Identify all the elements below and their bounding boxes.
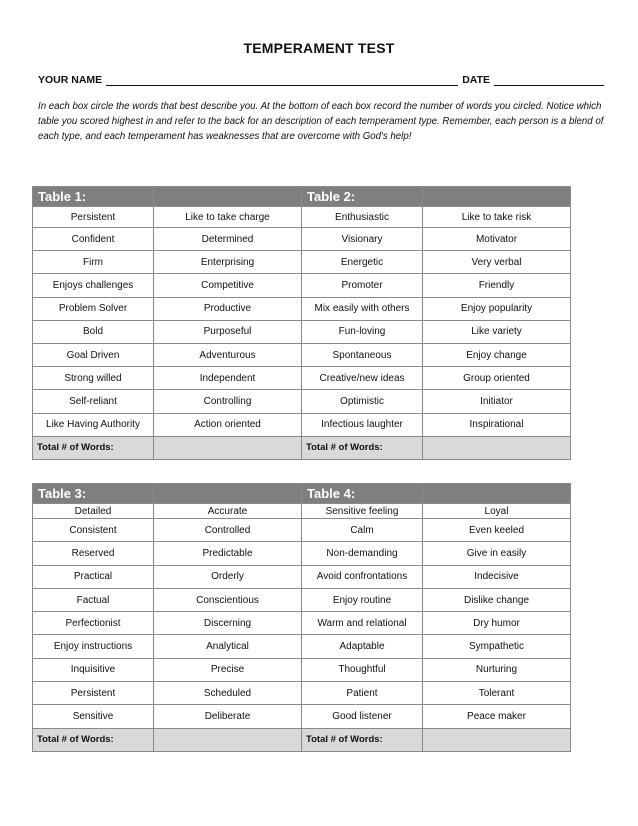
word-cell[interactable]: Analytical [154,635,302,658]
word-cell[interactable]: Enjoy routine [302,588,423,611]
table-row [302,367,571,390]
table-row [302,320,571,343]
table-row [302,274,571,297]
date-label: DATE [462,74,490,86]
word-cell[interactable]: Accurate [154,504,302,519]
table-row [33,343,302,366]
word-cell[interactable]: Promoter [302,274,423,297]
word-cell[interactable]: Non-demanding [302,542,423,565]
total-row [302,728,571,751]
instructions: In each box circle the words that best describe you. At the bottom of each box record the number of words you circled. Notice which table you scored highest in and refer to the back for an description of each temperament type. Remember, each person is a blend of each type, and each temperament has weaknesses that are overcome with God's help! [38,101,604,142]
word-cell[interactable]: Firm [33,251,154,274]
table-row [302,251,571,274]
word-cell[interactable]: Like to take charge [154,207,302,228]
word-cell[interactable]: Bold [33,320,154,343]
word-cell[interactable]: Competitive [154,274,302,297]
word-cell[interactable]: Nurturing [423,658,571,681]
table-row [33,612,302,635]
word-cell[interactable]: Perfectionist [33,612,154,635]
table-row [302,504,571,519]
table-row [302,519,571,542]
word-cell[interactable]: Goal Driven [33,343,154,366]
table-row [302,228,571,251]
word-cell[interactable]: Friendly [423,274,571,297]
name-date-line [38,74,604,86]
table-row [33,635,302,658]
table-row [302,542,571,565]
word-cell[interactable]: Adaptable [302,635,423,658]
word-cell[interactable]: Loyal [423,504,571,519]
word-cell[interactable]: Confident [33,228,154,251]
table-row [33,367,302,390]
total-label: Total # of Words: [33,728,154,751]
table-row [33,320,302,343]
table-row [302,390,571,413]
table-header [302,484,571,504]
word-cell[interactable]: Infectious laughter [302,413,423,436]
total-count-field[interactable] [154,728,302,751]
word-cell[interactable]: Controlling [154,390,302,413]
table-title: Table 2: [302,187,423,207]
word-cell[interactable]: Reserved [33,542,154,565]
table-row [302,413,571,436]
word-cell[interactable]: Precise [154,658,302,681]
table-row [33,588,302,611]
table-row [302,658,571,681]
table-row [302,297,571,320]
table-title: Table 3: [33,484,154,504]
table-row [33,251,302,274]
table-row [302,343,571,366]
table-header [302,187,571,207]
table-row [33,682,302,705]
word-cell[interactable]: Self-reliant [33,390,154,413]
total-row [302,436,571,459]
word-cell[interactable]: Like Having Authority [33,413,154,436]
table-row [33,542,302,565]
word-cell[interactable]: Purposeful [154,320,302,343]
table-row [33,228,302,251]
word-cell[interactable]: Factual [33,588,154,611]
word-cell[interactable]: Dislike change [423,588,571,611]
table-row [33,207,302,228]
table-row [302,565,571,588]
table-row [33,658,302,681]
word-cell[interactable]: Group oriented [423,367,571,390]
word-cell[interactable]: Very verbal [423,251,571,274]
word-cell[interactable]: Enthusiastic [302,207,423,228]
word-cell[interactable]: Tolerant [423,682,571,705]
word-cell[interactable]: Scheduled [154,682,302,705]
word-cell[interactable]: Persistent [33,207,154,228]
total-label: Total # of Words: [302,436,423,459]
table-row [302,207,571,228]
total-count-field[interactable] [154,436,302,459]
table-header [33,187,302,207]
word-cell[interactable]: Action oriented [154,413,302,436]
table-row [302,588,571,611]
word-cell[interactable]: Visionary [302,228,423,251]
table-title: Table 1: [33,187,154,207]
page-title: TEMPERAMENT TEST [243,40,395,56]
temperament-table-4 [301,483,571,752]
word-cell[interactable]: Motivator [423,228,571,251]
table-row [302,612,571,635]
word-cell[interactable]: Discerning [154,612,302,635]
total-count-field[interactable] [423,728,571,751]
word-cell[interactable]: Sensitive [33,705,154,728]
table-row [33,705,302,728]
table-header-blank [154,484,302,504]
word-cell[interactable]: Initiator [423,390,571,413]
word-cell[interactable]: Sensitive feeling [302,504,423,519]
word-cell[interactable]: Inspirational [423,413,571,436]
word-cell[interactable]: Productive [154,297,302,320]
total-count-field[interactable] [423,436,571,459]
name-label: YOUR NAME [38,74,103,86]
total-row [33,728,302,751]
total-label: Total # of Words: [302,728,423,751]
table-row [302,682,571,705]
word-cell[interactable]: Persistent [33,682,154,705]
word-cell[interactable]: Consistent [33,519,154,542]
word-cell[interactable]: Like to take risk [423,207,571,228]
word-cell[interactable]: Dry humor [423,612,571,635]
total-row [33,436,302,459]
word-cell[interactable]: Independent [154,367,302,390]
word-cell[interactable]: Strong willed [33,367,154,390]
table-row [33,519,302,542]
total-label: Total # of Words: [33,436,154,459]
word-cell[interactable]: Sympathetic [423,635,571,658]
word-cell[interactable]: Enjoys challenges [33,274,154,297]
word-cell[interactable]: Determined [154,228,302,251]
temperament-table-3 [32,483,302,752]
word-cell[interactable]: Practical [33,565,154,588]
word-cell[interactable]: Energetic [302,251,423,274]
table-row [33,413,302,436]
word-cell[interactable]: Patient [302,682,423,705]
word-cell[interactable]: Enjoy popularity [423,297,571,320]
table-row [302,635,571,658]
temperament-table-2 [301,186,571,460]
word-cell[interactable]: Indecisive [423,565,571,588]
table-title: Table 4: [302,484,423,504]
word-cell[interactable]: Peace maker [423,705,571,728]
temperament-table-1 [32,186,302,460]
word-cell[interactable]: Good listener [302,705,423,728]
word-cell[interactable]: Give in easily [423,542,571,565]
word-cell[interactable]: Calm [302,519,423,542]
table-header [33,484,302,504]
word-cell[interactable]: Avoid confrontations [302,565,423,588]
date-field[interactable] [494,74,604,86]
word-cell[interactable]: Adventurous [154,343,302,366]
word-cell[interactable]: Predictable [154,542,302,565]
word-cell[interactable]: Fun-loving [302,320,423,343]
table-header-blank [423,484,571,504]
word-cell[interactable]: Mix easily with others [302,297,423,320]
word-cell[interactable]: Thoughtful [302,658,423,681]
word-cell[interactable]: Inquisitive [33,658,154,681]
word-cell[interactable]: Optimistic [302,390,423,413]
table-header-blank [154,187,302,207]
word-cell[interactable]: Enterprising [154,251,302,274]
name-field[interactable] [106,74,458,86]
word-cell[interactable]: Deliberate [154,705,302,728]
word-cell[interactable]: Spontaneous [302,343,423,366]
table-row [33,274,302,297]
word-cell[interactable]: Warm and relational [302,612,423,635]
table-row [33,390,302,413]
table-row [33,565,302,588]
table-row [33,297,302,320]
word-cell[interactable]: Enjoy change [423,343,571,366]
word-cell[interactable]: Enjoy instructions [33,635,154,658]
word-cell[interactable]: Problem Solver [33,297,154,320]
word-cell[interactable]: Even keeled [423,519,571,542]
table-row [33,504,302,519]
word-cell[interactable]: Creative/new ideas [302,367,423,390]
word-cell[interactable]: Orderly [154,565,302,588]
table-header-blank [423,187,571,207]
word-cell[interactable]: Detailed [33,504,154,519]
word-cell[interactable]: Conscientious [154,588,302,611]
word-cell[interactable]: Controlled [154,519,302,542]
table-row [302,705,571,728]
word-cell[interactable]: Like variety [423,320,571,343]
